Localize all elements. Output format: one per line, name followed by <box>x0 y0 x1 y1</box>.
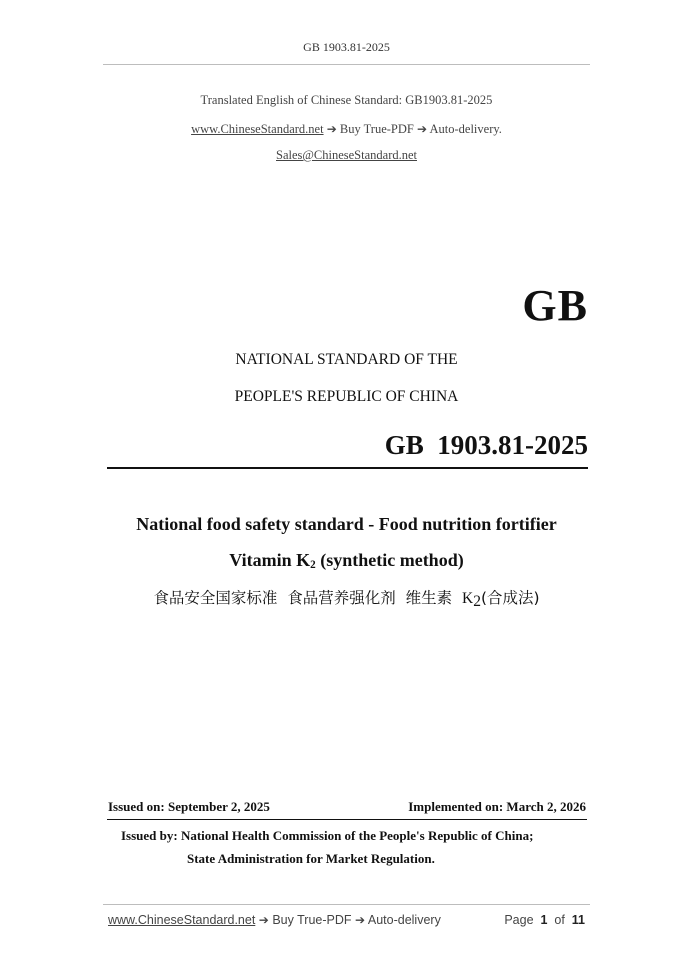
standard-number: GB 1903.81-2025 <box>384 430 588 460</box>
issued-date: Issued on: September 2, 2025 <box>108 799 270 814</box>
national-line-1: NATIONAL STANDARD OF THE <box>235 351 458 368</box>
page-label: Page <box>504 913 534 927</box>
implemented-date: Implemented on: March 2, 2026 <box>408 799 586 814</box>
delivery-text: Auto-delivery. <box>429 122 502 136</box>
national-line-2: PEOPLE'S REPUBLIC OF CHINA <box>234 388 459 405</box>
site-link[interactable]: www.ChineseStandard.net <box>191 122 324 136</box>
footer-divider <box>103 904 590 905</box>
email-link[interactable]: Sales@ChineseStandard.net <box>276 148 417 162</box>
title-method: (synthetic method) <box>315 550 464 570</box>
of-label: of <box>554 913 565 927</box>
title-line-1: National food safety standard - Food nutrition fortifier <box>136 514 557 534</box>
issuer-line-1: Issued by: National Health Commission of the People's Republic of China; <box>121 828 534 843</box>
translation-note: Translated English of Chinese Standard: GB1903.81-2025 <box>200 93 493 107</box>
running-header: GB 1903.81-2025 <box>303 40 390 54</box>
arrow-right-icon: ➔ <box>417 122 428 136</box>
footer-delivery-text: Auto-delivery <box>367 913 441 927</box>
chinese-title-subscript: 2 <box>473 593 481 611</box>
issuer-line-2: State Administration for Market Regulation. <box>187 851 435 866</box>
title-divider <box>107 467 588 469</box>
arrow-right-icon: ➔ <box>326 122 337 136</box>
footer-links <box>108 913 441 927</box>
page-number: 1 <box>540 913 548 927</box>
arrow-right-icon: ➔ <box>355 913 366 927</box>
dates-divider <box>107 819 587 820</box>
page-indicator <box>504 913 585 927</box>
chinese-title <box>0 586 693 611</box>
arrow-right-icon: ➔ <box>258 913 269 927</box>
page-total: 11 <box>571 913 585 927</box>
title-vitamin: Vitamin K <box>229 550 311 570</box>
chinese-title-k: K <box>462 590 474 607</box>
footer-site-link[interactable]: www.ChineseStandard.net <box>108 913 256 927</box>
buy-text: Buy True-PDF <box>339 122 414 136</box>
purchase-line <box>0 122 693 137</box>
title-subscript: 2 <box>310 559 316 572</box>
chinese-title-suffix: (合成法) <box>480 589 540 607</box>
chinese-title-prefix: 食品安全国家标准 食品营养强化剂 维生素 <box>153 589 462 607</box>
email-line <box>0 148 693 163</box>
gb-logo: GB <box>522 281 588 330</box>
title-line-2 <box>0 550 693 571</box>
footer-buy-text: Buy True-PDF <box>272 913 352 927</box>
header-divider <box>103 64 590 65</box>
